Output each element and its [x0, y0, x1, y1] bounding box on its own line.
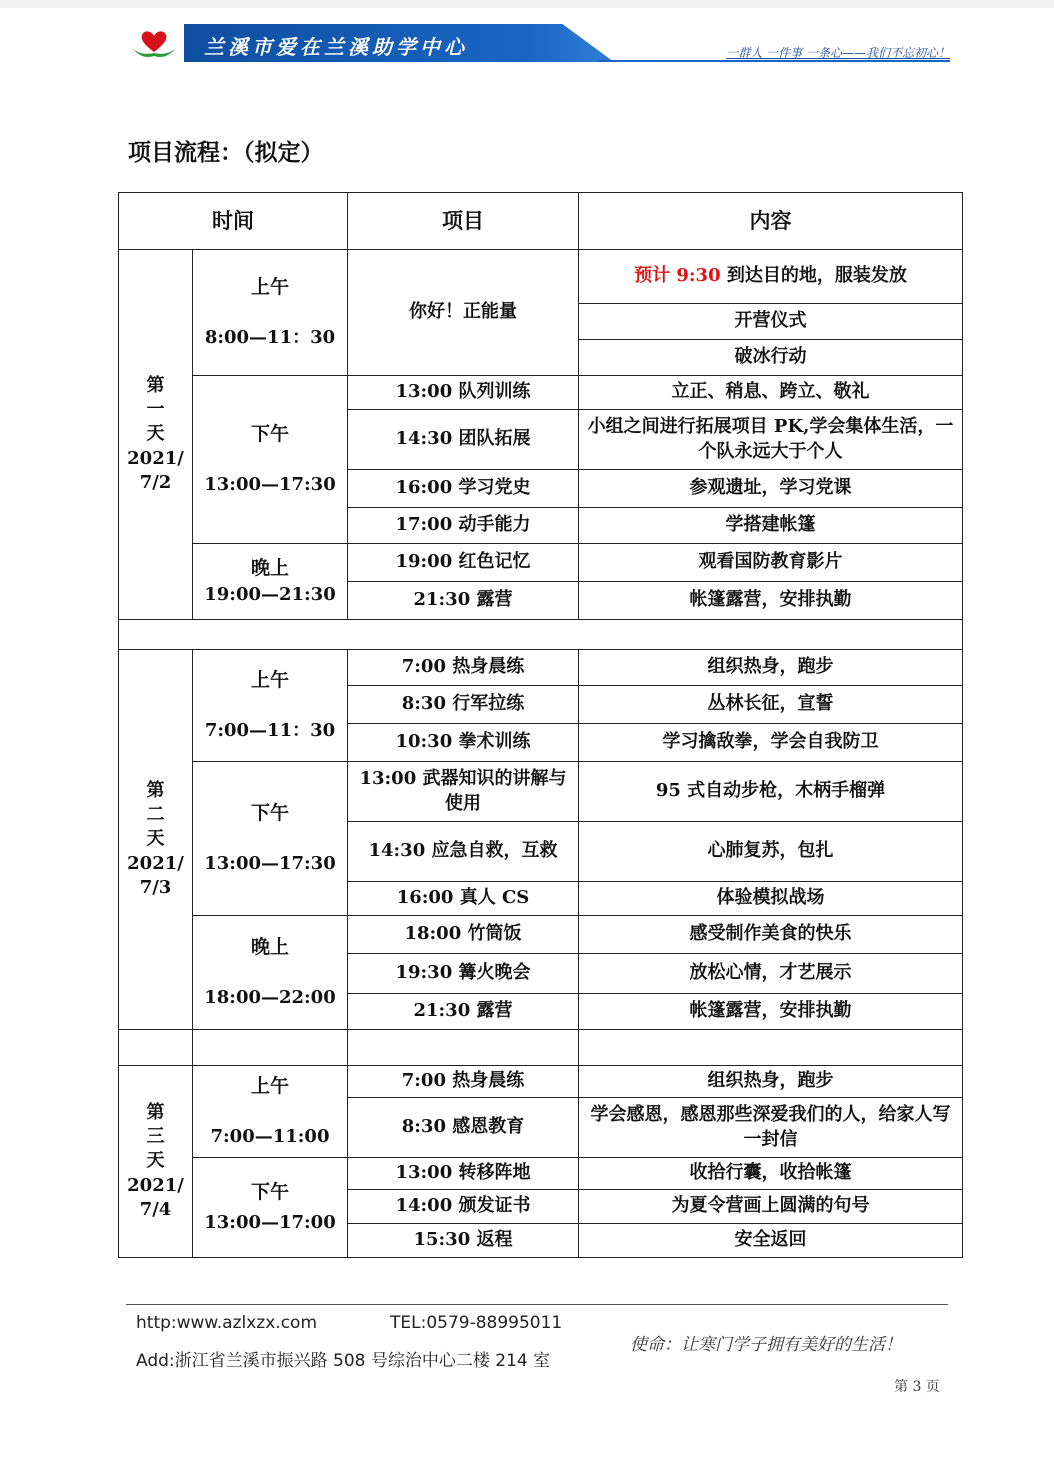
day2-item-9: 21:30 露营 — [348, 994, 579, 1030]
day3-item-3: 13:00 转移阵地 — [348, 1158, 579, 1190]
day2-evening: 晚上 18:00—22:00 — [193, 916, 348, 1030]
day2-content-8: 放松心情，才艺展示 — [579, 954, 963, 994]
footer-address: Add:浙江省兰溪市振兴路 508 号综治中心二楼 214 室 — [136, 1351, 551, 1371]
day3-afternoon: 下午 13:00—17:00 — [193, 1158, 348, 1258]
day2-item-1: 7:00 热身晨练 — [348, 650, 579, 686]
table-row — [119, 250, 963, 304]
day2-item-2: 8:30 行军拉练 — [348, 686, 579, 724]
page-number: 第 3 页 — [894, 1379, 940, 1395]
top-band — [0, 0, 1054, 8]
day1-content-9: 帐篷露营，安排执勤 — [579, 582, 963, 620]
day3-item-4: 14:00 颁发证书 — [348, 1190, 579, 1224]
day1-afternoon: 下午 13:00—17:30 — [193, 376, 348, 544]
day2-morning: 上午 7:00—11：30 — [193, 650, 348, 762]
day1-content-3: 破冰行动 — [579, 340, 963, 376]
day2-item-6: 16:00 真人 CS — [348, 882, 579, 916]
day3-morning: 上午 7:00—11:00 — [193, 1066, 348, 1158]
day2-item-4: 13:00 武器知识的讲解与使用 — [348, 762, 579, 822]
day3-content-2: 学会感恩，感恩那些深爱我们的人，给家人写一封信 — [579, 1098, 963, 1158]
table-row — [119, 544, 963, 582]
day2-content-5: 心肺复苏，包扎 — [579, 822, 963, 882]
table-row — [119, 1066, 963, 1098]
day1-content-2: 开营仪式 — [579, 304, 963, 340]
day1-content-7: 学搭建帐篷 — [579, 508, 963, 544]
day2-afternoon: 下午 13:00—17:30 — [193, 762, 348, 916]
day3-content-4: 为夏令营画上圆满的句号 — [579, 1190, 963, 1224]
footer-mission: 使命：让寒门学子拥有美好的生活！ — [630, 1335, 902, 1355]
table-row — [119, 376, 963, 410]
footer-website: http:www.azlxzx.com — [136, 1313, 317, 1333]
header-time: 时间 — [119, 193, 348, 250]
table-row — [119, 1158, 963, 1190]
header-item: 项目 — [348, 193, 579, 250]
section-title: 项目流程：（拟定） — [128, 140, 324, 166]
header-content: 内容 — [579, 193, 963, 250]
org-name: 兰溪市爱在兰溪助学中心 — [204, 35, 468, 59]
day2-content-9: 帐篷露营，安排执勤 — [579, 994, 963, 1030]
schedule-table — [118, 192, 963, 1258]
header-slogan: 一群人 一件事 一条心——我们不忘初心！ — [726, 46, 950, 60]
day2-item-5: 14:30 应急自救，互救 — [348, 822, 579, 882]
day1-item-4: 13:00 队列训练 — [348, 376, 579, 410]
footer-tel: TEL:0579-88995011 — [390, 1313, 563, 1333]
table-row — [119, 650, 963, 686]
day3-label: 第 三 天 2021/ 7/4 — [119, 1066, 193, 1258]
day1-content-1: 预计 9:30 到达目的地，服装发放 — [579, 250, 963, 304]
day2-content-1: 组织热身，跑步 — [579, 650, 963, 686]
spacer-row — [119, 620, 963, 650]
day2-item-3: 10:30 拳术训练 — [348, 724, 579, 762]
day1-content-6: 参观遗址，学习党课 — [579, 470, 963, 508]
day1-evening: 晚上 19:00—21:30 — [193, 544, 348, 620]
day3-item-2: 8:30 感恩教育 — [348, 1098, 579, 1158]
day2-content-6: 体验模拟战场 — [579, 882, 963, 916]
day2-content-7: 感受制作美食的快乐 — [579, 916, 963, 954]
day3-content-3: 收拾行囊，收拾帐篷 — [579, 1158, 963, 1190]
day2-content-3: 学习擒敌拳，学会自我防卫 — [579, 724, 963, 762]
day2-content-4: 95 式自动步枪，木柄手榴弹 — [579, 762, 963, 822]
heart-logo-icon — [128, 26, 180, 62]
day1-item-5: 14:30 团队拓展 — [348, 410, 579, 470]
table-row — [119, 916, 963, 954]
day1-label: 第 一 天 2021/ 7/2 — [119, 250, 193, 620]
day1-content-5: 小组之间进行拓展项目 PK,学会集体生活，一个队永远大于个人 — [579, 410, 963, 470]
day3-item-5: 15:30 返程 — [348, 1224, 579, 1258]
document-header — [128, 22, 956, 66]
day1-content-4: 立正、稍息、跨立、敬礼 — [579, 376, 963, 410]
day1-item-6: 16:00 学习党史 — [348, 470, 579, 508]
spacer-row — [119, 1030, 963, 1066]
day1-item-8: 19:00 红色记忆 — [348, 544, 579, 582]
table-header-row — [119, 193, 963, 250]
day3-content-1: 组织热身，跑步 — [579, 1066, 963, 1098]
day2-item-7: 18:00 竹筒饭 — [348, 916, 579, 954]
day1-item-1: 你好！正能量 — [348, 250, 579, 376]
day1-morning: 上午 8:00—11：30 — [193, 250, 348, 376]
day2-label: 第 二 天 2021/ 7/3 — [119, 650, 193, 1030]
day3-content-5: 安全返回 — [579, 1224, 963, 1258]
day3-item-1: 7:00 热身晨练 — [348, 1066, 579, 1098]
day1-item-7: 17:00 动手能力 — [348, 508, 579, 544]
day2-content-2: 丛林长征，宣誓 — [579, 686, 963, 724]
day1-content-8: 观看国防教育影片 — [579, 544, 963, 582]
day1-item-9: 21:30 露营 — [348, 582, 579, 620]
table-row — [119, 762, 963, 822]
footer-divider — [126, 1304, 948, 1305]
day2-item-8: 19:30 篝火晚会 — [348, 954, 579, 994]
